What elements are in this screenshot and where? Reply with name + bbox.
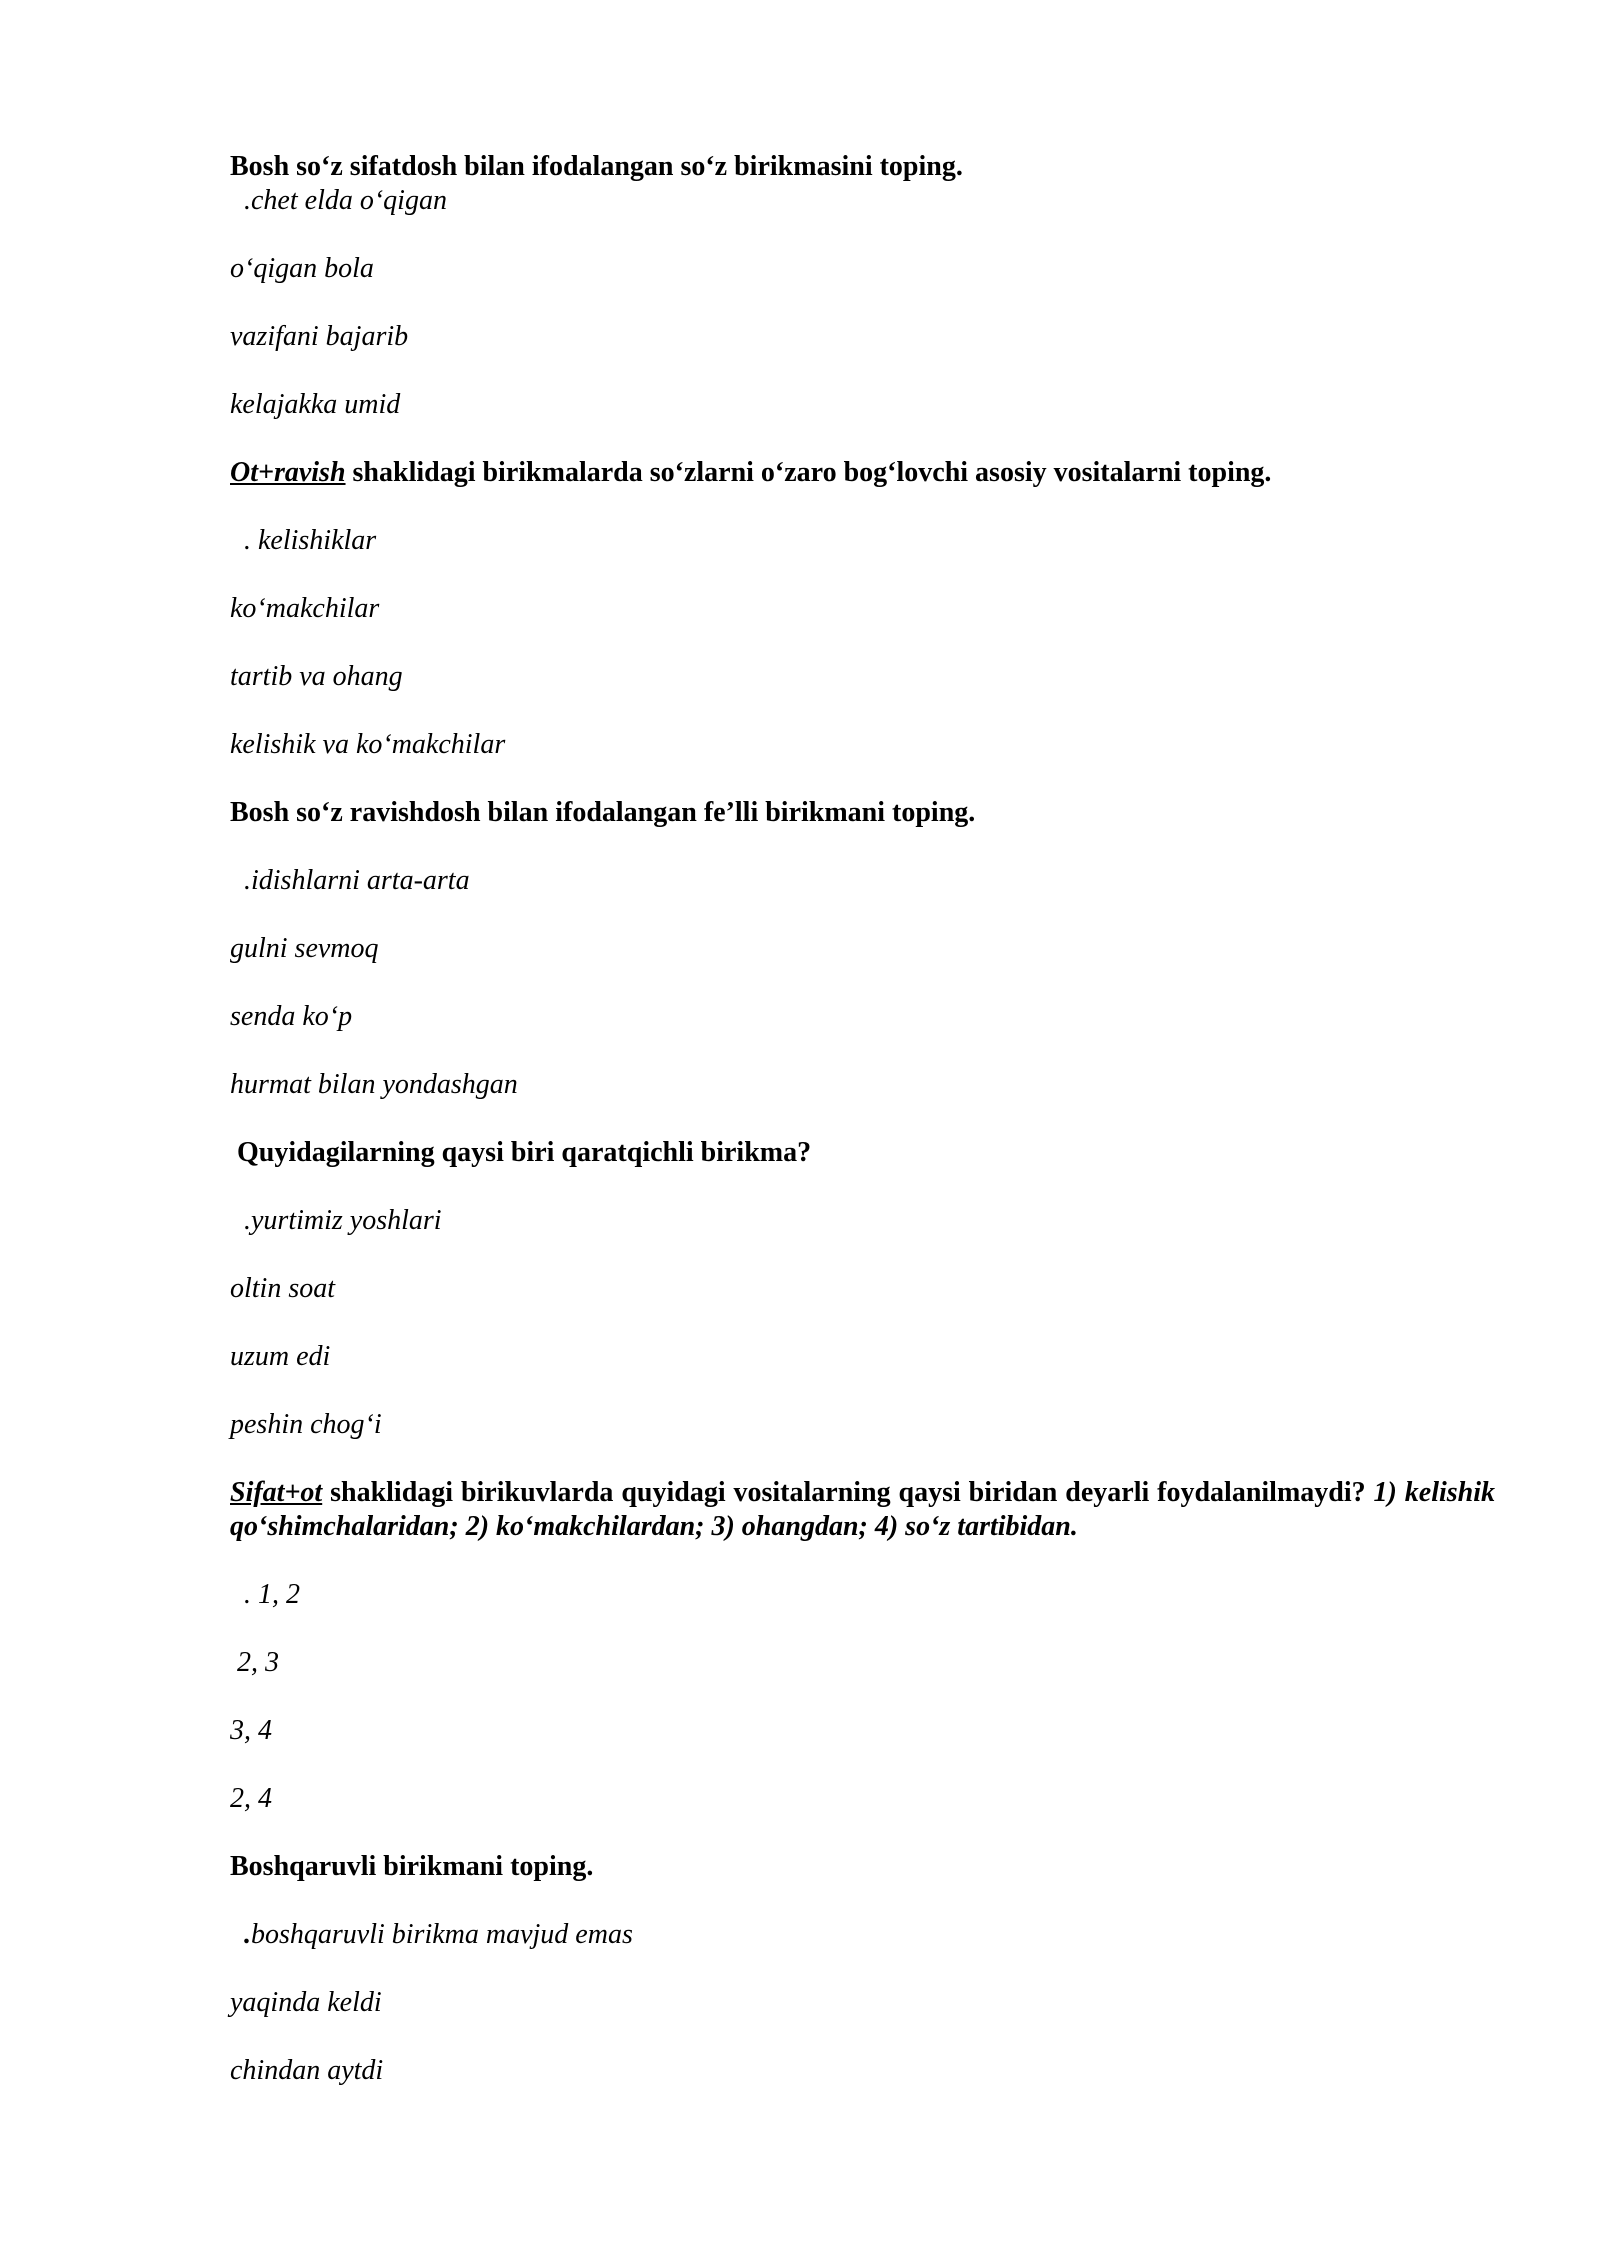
option-2d: kelishik va ko‘makchilar [230, 729, 506, 760]
option-3c: senda ko‘p [230, 1001, 353, 1032]
option-5a: . 1, 2 [244, 1579, 300, 1610]
option-4c: uzum edi [230, 1341, 331, 1372]
question-2 [230, 456, 1495, 490]
option-3a: .idishlarni arta-arta [244, 865, 470, 896]
option-2a: . kelishiklar [244, 525, 377, 556]
option-5c: 3, 4 [230, 1715, 272, 1746]
question-2-text: shaklidagi birikmalarda so‘zlarni o‘zaro bog‘lovchi asosiy vositalarni toping. [345, 457, 1272, 488]
question-5 [230, 1476, 1495, 1544]
question-5-choices: 1) kelishik qo‘shimchalaridan; 2) ko‘makchilardan; 3) ohangdan; 4) so‘z tartibidan. [230, 1477, 1496, 1542]
option-5d: 2, 4 [230, 1783, 272, 1814]
option-6b: yaqinda keldi [230, 1987, 382, 2018]
option-4b: oltin soat [230, 1273, 336, 1304]
question-4: Quyidagilarning qaysi biri qaratqichli birikma? [237, 1137, 812, 1168]
option-2b: ko‘makchilar [230, 593, 380, 624]
option-6a-mark: . [244, 1919, 251, 1950]
option-6a-text: boshqaruvli birikma mavjud emas [251, 1919, 633, 1950]
question-3: Bosh so‘z ravishdosh bilan ifodalangan fe’lli birikmani toping. [230, 797, 976, 828]
option-4a: .yurtimiz yoshlari [244, 1205, 442, 1236]
option-1b: o‘qigan bola [230, 253, 374, 284]
option-1c: vazifani bajarib [230, 321, 409, 352]
option-1d: kelajakka umid [230, 389, 401, 420]
option-6c: chindan aytdi [230, 2055, 384, 2086]
question-5-text: shaklidagi birikuvlarda quyidagi vositalarning qaysi biridan deyarli foydalanilmaydi? [322, 1477, 1374, 1508]
question-6: Boshqaruvli birikmani toping. [230, 1851, 594, 1882]
option-2c: tartib va ohang [230, 661, 403, 692]
option-4d: peshin chog‘i [230, 1409, 382, 1440]
option-5b: 2, 3 [237, 1647, 279, 1678]
option-6a [230, 1918, 1495, 1952]
question-2-term: Ot+ravish [230, 457, 346, 488]
option-1a: .chet elda o‘qigan [244, 185, 447, 216]
question-1: Bosh so‘z sifatdosh bilan ifodalangan so‘z birikmasini toping. [230, 151, 963, 182]
question-5-term: Sifat+ot [230, 1477, 323, 1508]
option-3b: gulni sevmoq [230, 933, 379, 964]
option-3d: hurmat bilan yondashgan [230, 1069, 518, 1100]
document-page [230, 150, 1495, 2088]
